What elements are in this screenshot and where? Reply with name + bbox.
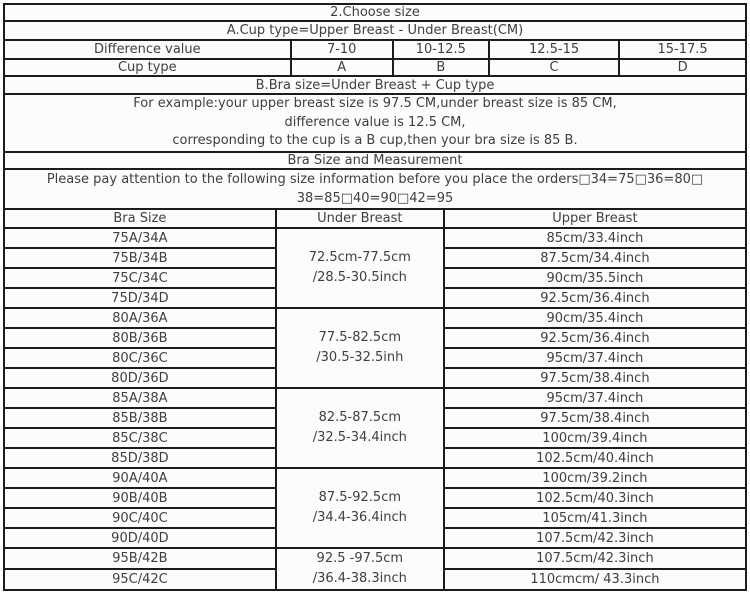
size-table-header-row [5,210,745,228]
under-breast-line: 87.5-92.5cm [318,490,402,505]
cup-type-cell: B [393,59,489,76]
under-breast-line: 72.5cm-77.5cm [308,250,411,265]
upper-breast-cell: 92.5cm/36.4inch [444,328,745,348]
upper-breast-cell: 95cm/37.4inch [444,388,745,408]
cup-type-row [5,59,745,76]
note-row [5,169,745,208]
upper-breast-cell: 102.5cm/40.3inch [444,488,745,508]
note-line: 38=85□40=90□42=95 [296,191,454,206]
upper-breast-cell: 85cm/33.4inch [444,228,745,248]
table-row [5,548,745,569]
under-breast-line: /28.5-30.5inch [312,270,407,285]
col-header-under-breast: Under Breast [276,210,444,228]
under-breast-line: 92.5 -97.5cm [316,551,404,566]
under-breast-line: /36.4-38.3inch [312,571,407,586]
cup-type-cell: D [619,59,745,76]
size-measurement-table [5,210,745,589]
bra-size-cell: 95C/42C [5,569,276,589]
upper-breast-cell: 90cm/35.4inch [444,308,745,328]
bra-size-cell: 75B/34B [5,248,276,268]
bra-size-cell: 75D/34D [5,288,276,308]
cup-type-cell: C [489,59,619,76]
bra-size-cell: 75C/34C [5,268,276,288]
example-line: For example:your upper breast size is 97.5 CM,under breast size is 85 CM, [133,96,617,112]
under-breast-line: /32.5-34.4inch [312,430,407,445]
upper-breast-cell: 92.5cm/36.4inch [444,288,745,308]
bra-size-cell: 80C/36C [5,348,276,368]
upper-breast-cell: 97.5cm/38.4inch [444,368,745,388]
note-text [5,169,745,208]
upper-breast-cell: 105cm/41.3inch [444,508,745,528]
upper-breast-cell: 100cm/39.4inch [444,428,745,448]
example-row [5,94,745,152]
chart-title: 2.Choose size [5,5,745,21]
under-breast-line: 77.5-82.5cm [318,330,402,345]
under-breast-line: /30.5-32.5inh [316,350,404,365]
difference-value-cell: 12.5-15 [489,40,619,59]
upper-breast-cell: 87.5cm/34.4inch [444,248,745,268]
bra-size-cell: 85D/38D [5,448,276,468]
cup-type-cell: A [291,59,393,76]
bra-size-cell: 85A/38A [5,388,276,408]
size-chart [3,3,747,591]
cup-formula-row [5,21,745,40]
upper-breast-cell: 97.5cm/38.4inch [444,408,745,428]
title-row [5,5,745,21]
bra-size-cell: 80B/36B [5,328,276,348]
upper-breast-cell: 102.5cm/40.4inch [444,448,745,468]
upper-breast-cell: 95cm/37.4inch [444,348,745,368]
example-line: difference value is 12.5 CM, [284,114,466,130]
difference-value-cell: 15-17.5 [619,40,745,59]
difference-value-cell: 10-12.5 [393,40,489,59]
col-header-bra-size: Bra Size [5,210,276,228]
measurement-header-row [5,152,745,169]
measurement-header: Bra Size and Measurement [5,152,745,169]
difference-value-label: Difference value [5,40,291,59]
bra-size-cell: 80A/36A [5,308,276,328]
bra-size-cell: 90B/40B [5,488,276,508]
example-line: corresponding to the cup is a B cup,then your bra size is 85 B. [172,133,578,149]
bra-size-formula-header: B.Bra size=Under Breast + Cup type [5,76,745,94]
bra-size-cell: 80D/36D [5,368,276,388]
bra-formula-row [5,76,745,94]
upper-breast-cell: 90cm/35.5inch [444,268,745,288]
col-header-upper-breast: Upper Breast [444,210,745,228]
under-breast-cell [276,308,444,388]
under-breast-cell [276,468,444,548]
under-breast-cell [276,388,444,468]
bra-size-cell: 85C/38C [5,428,276,448]
difference-value-cell: 7-10 [291,40,393,59]
example-text [5,94,745,152]
bra-size-cell: 75A/34A [5,228,276,248]
under-breast-cell [276,228,444,308]
bra-size-cell: 90D/40D [5,528,276,548]
difference-value-row [5,40,745,59]
bra-size-cell: 95B/42B [5,548,276,569]
info-section [5,5,745,210]
cup-type-header: A.Cup type=Upper Breast - Under Breast(CM) [5,21,745,40]
upper-breast-cell: 107.5cm/42.3inch [444,548,745,569]
bra-size-cell: 85B/38B [5,408,276,428]
table-row [5,468,745,488]
bra-size-cell: 90C/40C [5,508,276,528]
table-row [5,228,745,248]
under-breast-line: 82.5-87.5cm [318,410,402,425]
table-row [5,308,745,328]
upper-breast-cell: 100cm/39.2inch [444,468,745,488]
cup-type-label: Cup type [5,59,291,76]
upper-breast-cell: 107.5cm/42.3inch [444,528,745,548]
upper-breast-cell: 110cmcm/ 43.3inch [444,569,745,589]
note-line: Please pay attention to the following size information before you place the orders□34=75□36=80□ [46,172,704,187]
cup-type-table [5,5,745,208]
bra-size-cell: 90A/40A [5,468,276,488]
under-breast-line: /34.4-36.4inch [312,510,407,525]
table-row [5,388,745,408]
under-breast-cell [276,548,444,589]
